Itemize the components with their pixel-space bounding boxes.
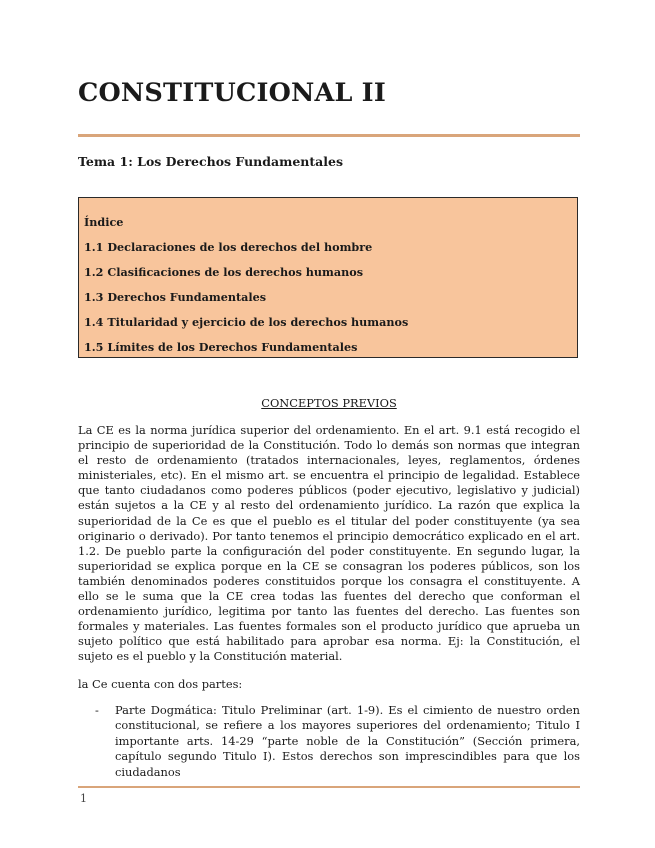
- index-box: [78, 197, 578, 358]
- index-item-1-4: 1.4 Titularidad y ejercicio de los derechos humanos: [84, 315, 409, 329]
- index-item-1-2: 1.2 Clasificaciones de los derechos humanos: [84, 265, 364, 279]
- list-item: Parte Dogmática: Titulo Preliminar (art. 1-9). Es el cimiento de nuestro orden constitucional, se refiere a los mayores superiores del ordenamiento; Titulo I importante arts. 14-29 “parte noble de la Constitución” (Sección primera, capítulo segundo Titulo I). Estos derechos son imprescindibles para que los ciudadanos: [115, 703, 580, 779]
- index-item-1-5: 1.5 Límites de los Derechos Fundamentales: [84, 340, 358, 354]
- body-paragraph: La CE es la norma jurídica superior del ordenamiento. En el art. 9.1 está recogido el principio de superioridad de la Constitución. Todo lo demás son normas que integran el resto de ordenamiento (tratados internacionales, leyes, reglamentos, órdenes ministeriales, etc). En el mismo art. se encuentra el principio de legalidad. Establece que tanto ciudadanos como poderes públicos (poder ejecutivo, legislativo y judicial) están sujetos a la CE y al resto del ordenamiento jurídico. La razón que explica la superioridad de la Ce es que el pueblo es el titular del poder constituyente (ya sea originario o derivado). Por tanto tenemos el principio democrático explicado en el art. 1.2. De pueblo parte la configuración del poder constituyente. En segundo lugar, la superioridad se explica porque en la CE se consagran los poderes públicos, son los también denominados poderes constituidos porque los consagra el constituyente. A ello se le suma que la CE crea todas las fuentes del derecho que conforman el ordenamiento jurídico, legitima por tanto las fuentes del derecho. Las fuentes son formales y materiales. Las fuentes formales son el producto jurídico que aprueba un sujeto político que está habilitado para aprobar esa norma. Ej: la Constitución, el sujeto es el pueblo y la Constitución material.: [78, 423, 580, 664]
- document-title: CONSTITUCIONAL II: [78, 78, 386, 108]
- page-number: 1: [80, 792, 87, 805]
- footer-divider: [78, 786, 580, 788]
- body-paragraph-intro-list: la Ce cuenta con dos partes:: [78, 677, 243, 691]
- list-bullet-dash: -: [95, 703, 99, 717]
- index-item-1-1: 1.1 Declaraciones de los derechos del hombre: [84, 240, 373, 254]
- index-heading: Índice: [84, 215, 124, 229]
- section-heading: CONCEPTOS PREVIOS: [261, 396, 397, 410]
- index-item-1-3: 1.3 Derechos Fundamentales: [84, 290, 267, 304]
- topic-subtitle: Tema 1: Los Derechos Fundamentales: [78, 154, 343, 169]
- title-divider: [78, 134, 580, 137]
